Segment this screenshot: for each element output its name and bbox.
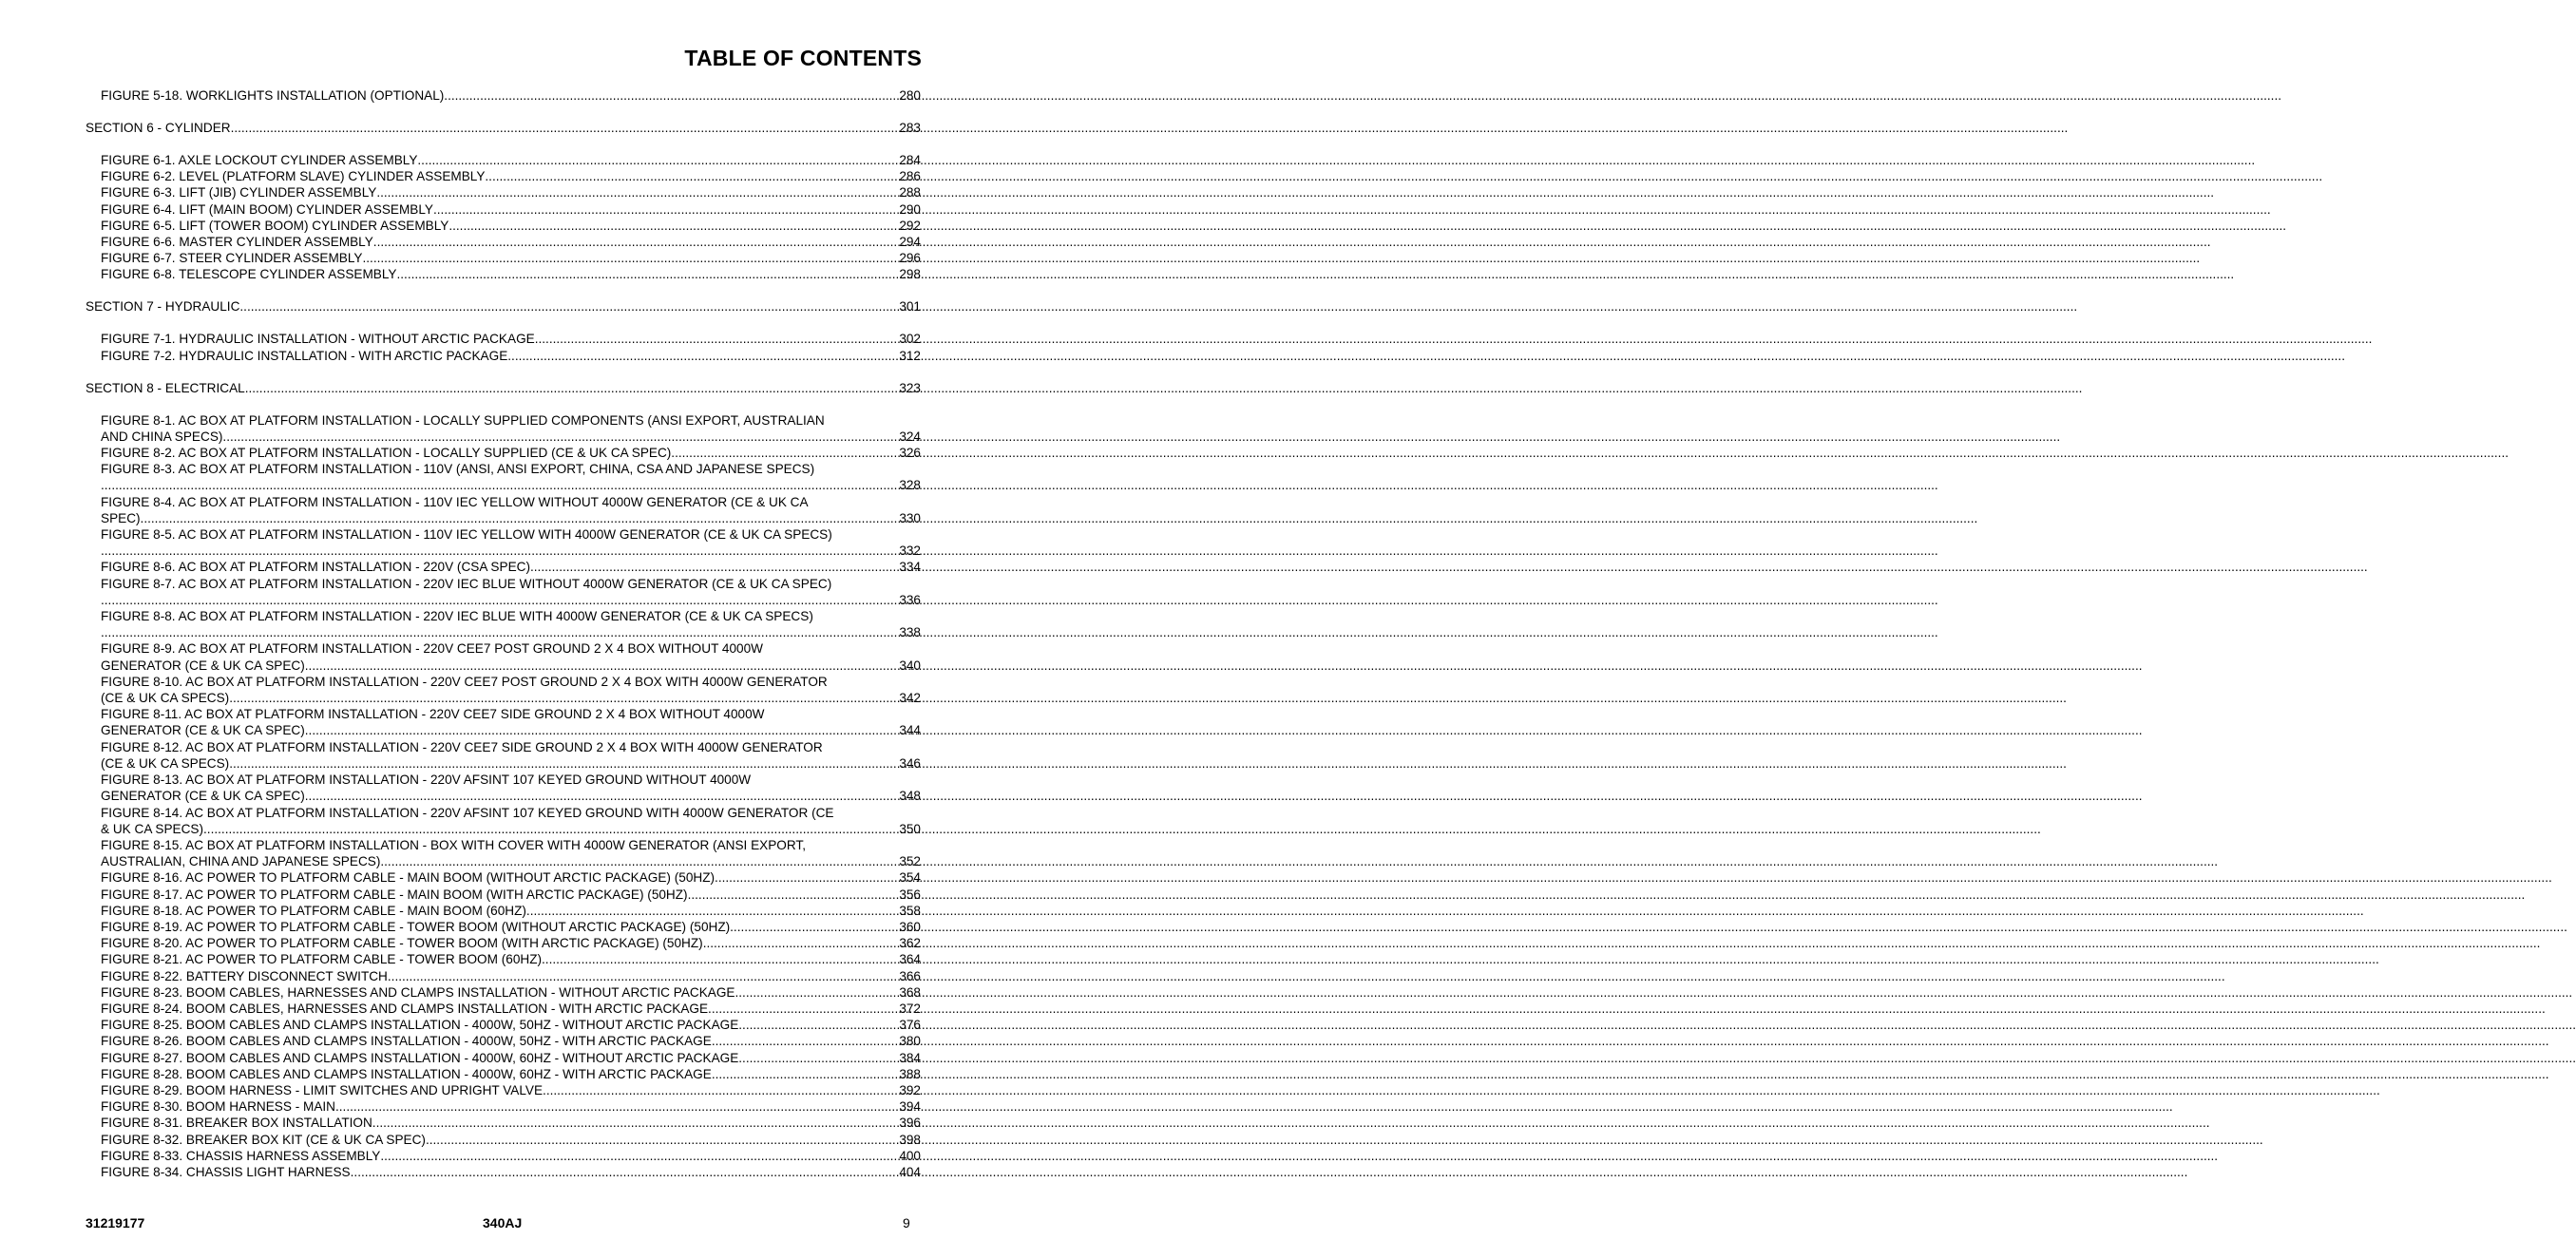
- toc-entry-title: GENERATOR (CE & UK CA SPEC): [101, 658, 305, 673]
- toc-entry-title: FIGURE 8-18. AC POWER TO PLATFORM CABLE - MAIN BOOM (60HZ): [101, 903, 526, 918]
- dot-leader: [376, 184, 898, 200]
- toc-figure-entry[interactable]: [101, 218, 921, 234]
- toc-gap: [0, 396, 973, 412]
- dot-leader: [444, 87, 898, 104]
- toc-entry-title: FIGURE 8-6. AC BOX AT PLATFORM INSTALLATION - 220V (CSA SPEC): [101, 560, 530, 575]
- toc-entry-title: (CE & UK CA SPECS): [101, 691, 230, 706]
- dot-leader: [738, 1017, 898, 1033]
- toc-entry-title: FIGURE 8-29. BOOM HARNESS - LIMIT SWITCHES AND UPRIGHT VALVE: [101, 1082, 544, 1097]
- toc-entry-title: FIGURE 8-33. CHASSIS HARNESS ASSEMBLY: [101, 1148, 381, 1163]
- dot-leader: [426, 1132, 898, 1148]
- dot-leader: [372, 1115, 899, 1131]
- toc-entry-title: FIGURE 8-27. BOOM CABLES AND CLAMPS INSTALLATION - 4000W, 60HZ - WITHOUT ARCTIC PACKAGE: [101, 1050, 739, 1065]
- toc-entry-page: 368: [899, 984, 921, 1000]
- dot-leader: [703, 935, 899, 951]
- dot-leader: [305, 658, 899, 674]
- dot-leader: [671, 445, 898, 461]
- toc-figure-entry[interactable]: [101, 266, 921, 282]
- toc-figure-entry[interactable]: [101, 559, 921, 575]
- toc-entry-page: 366: [899, 968, 921, 983]
- dot-leader: [141, 510, 899, 526]
- toc-figure-entry[interactable]: [101, 919, 921, 935]
- toc-entry-page: 392: [899, 1082, 921, 1097]
- toc-entry-page: 283: [899, 121, 921, 135]
- dot-leader: [239, 298, 898, 315]
- toc-entry-page: 280: [899, 88, 921, 103]
- toc-entry-page: 312: [899, 348, 921, 363]
- toc-entry-title: FIGURE 8-31. BREAKER BOX INSTALLATION: [101, 1116, 372, 1131]
- toc-entry-title: FIGURE 6-2. LEVEL (PLATFORM SLAVE) CYLINDER ASSEMBLY: [101, 169, 486, 184]
- toc-figure-entry[interactable]: [101, 805, 921, 837]
- toc-entry-title: (CE & UK CA SPECS): [101, 755, 230, 771]
- toc-entry-page: 324: [899, 429, 921, 444]
- dot-leader: [448, 218, 898, 234]
- dot-leader: [380, 1148, 898, 1164]
- toc-entry-page: 294: [899, 235, 921, 250]
- toc-figure-entry[interactable]: [101, 608, 921, 640]
- toc-entry-title: SECTION 6 - CYLINDER: [86, 121, 231, 135]
- toc-entry-title: AUSTRALIAN, CHINA AND JAPANESE SPECS): [101, 854, 381, 869]
- dot-leader: [708, 1001, 898, 1017]
- toc-entry-page: 356: [899, 887, 921, 902]
- toc-figure-entry[interactable]: [101, 1098, 921, 1115]
- toc-figure-entry[interactable]: [101, 412, 921, 445]
- toc-gap: [0, 315, 973, 332]
- toc-entry-page: 338: [899, 625, 921, 640]
- dot-leader: [543, 1082, 898, 1098]
- dot-leader: [388, 968, 898, 984]
- toc-gap: [0, 283, 973, 299]
- dot-leader: [229, 755, 898, 772]
- toc-entry-page: 384: [899, 1050, 921, 1065]
- toc-entry-title: FIGURE 8-24. BOOM CABLES, HARNESSES AND CLAMPS INSTALLATION - WITH ARCTIC PACKAGE: [101, 1001, 709, 1016]
- toc-entry-page: 332: [899, 544, 921, 559]
- toc-section-entry[interactable]: [86, 120, 921, 136]
- toc-figure-entry[interactable]: [101, 951, 921, 967]
- toc-figure-entry[interactable]: [101, 772, 921, 804]
- toc-figure-entry[interactable]: [101, 1082, 921, 1098]
- dot-leader: [712, 1033, 898, 1049]
- toc-entry-page: 328: [899, 478, 921, 493]
- toc-entry-page: 364: [899, 952, 921, 967]
- toc-figure-entry[interactable]: [101, 640, 921, 673]
- toc-entry-title-line1: FIGURE 8-1. AC BOX AT PLATFORM INSTALLATION - LOCALLY SUPPLIED COMPONENTS (ANSI EXPORT, AUSTRALIAN: [101, 412, 825, 428]
- toc-figure-entry[interactable]: [101, 152, 921, 168]
- toc-entry-page: 340: [899, 658, 921, 673]
- toc-entry-page: 358: [899, 903, 921, 918]
- toc-entry-title: FIGURE 7-1. HYDRAULIC INSTALLATION - WITHOUT ARCTIC PACKAGE: [101, 332, 535, 347]
- toc-figure-entry[interactable]: [101, 234, 921, 250]
- toc-entry-page: 326: [899, 446, 921, 461]
- dot-leader: [507, 348, 898, 364]
- toc-entry-page: 398: [899, 1132, 921, 1147]
- toc-figure-entry[interactable]: [101, 1001, 921, 1017]
- toc-entry-title-line1: FIGURE 8-8. AC BOX AT PLATFORM INSTALLATION - 220V IEC BLUE WITH 4000W GENERATOR (CE & UK CA SPECS): [101, 609, 813, 624]
- toc-figure-entry[interactable]: [101, 1066, 921, 1082]
- footer-model: 340AJ: [483, 1215, 523, 1230]
- toc-entry-page: 296: [899, 251, 921, 266]
- toc-figure-entry[interactable]: [101, 837, 921, 869]
- toc-entry-page: 284: [899, 153, 921, 167]
- toc-entry-page: 400: [899, 1148, 921, 1163]
- toc-entry-title: FIGURE 8-26. BOOM CABLES AND CLAMPS INSTALLATION - 4000W, 50HZ - WITH ARCTIC PACKAGE: [101, 1034, 712, 1049]
- page-title: TABLE OF CONTENTS: [684, 46, 922, 70]
- toc-entry-title: FIGURE 6-7. STEER CYLINDER ASSEMBLY: [101, 251, 363, 266]
- toc-section-entry[interactable]: [86, 298, 921, 315]
- toc-entry-page: 334: [899, 560, 921, 575]
- toc-entry-page: 350: [899, 821, 921, 836]
- toc-figure-entry[interactable]: [101, 674, 921, 706]
- toc-figure-entry[interactable]: [101, 331, 921, 347]
- toc-figure-entry[interactable]: [101, 1017, 921, 1033]
- toc-entry-page: 288: [899, 185, 921, 200]
- toc-entry-title: FIGURE 6-8. TELESCOPE CYLINDER ASSEMBLY: [101, 267, 397, 282]
- toc-figure-entry[interactable]: [101, 968, 921, 984]
- toc-entry-title: FIGURE 8-30. BOOM HARNESS - MAIN: [101, 1099, 335, 1115]
- dot-leader: [245, 380, 899, 396]
- toc-entry-page: 344: [899, 723, 921, 738]
- toc-entry-page: 323: [899, 380, 921, 395]
- toc-entry-page: 404: [899, 1164, 921, 1179]
- toc-entry-page: 394: [899, 1099, 921, 1115]
- toc-entry-page: 330: [899, 510, 921, 525]
- toc-entry-title: FIGURE 8-20. AC POWER TO PLATFORM CABLE - TOWER BOOM (WITH ARCTIC PACKAGE) (50HZ): [101, 936, 703, 951]
- toc-entry-page: 388: [899, 1066, 921, 1081]
- toc-entry-title: FIGURE 7-2. HYDRAULIC INSTALLATION - WITH ARCTIC PACKAGE: [101, 348, 508, 363]
- toc-figure-entry[interactable]: [101, 1164, 921, 1180]
- toc-figure-entry[interactable]: [101, 869, 921, 886]
- toc-entry-title: FIGURE 6-1. AXLE LOCKOUT CYLINDER ASSEMBLY: [101, 153, 418, 167]
- dot-leader: [362, 250, 898, 266]
- toc-entry-page: 346: [899, 755, 921, 771]
- toc-figure-entry[interactable]: [101, 984, 921, 1001]
- toc-entry-title: AND CHINA SPECS): [101, 429, 223, 444]
- dot-leader: [397, 266, 899, 282]
- dot-leader: [526, 903, 898, 919]
- toc-entry-title: FIGURE 8-23. BOOM CABLES, HARNESSES AND CLAMPS INSTALLATION - WITHOUT ARCTIC PACKAGE: [101, 984, 735, 1000]
- dot-leader: [542, 951, 898, 967]
- dot-leader: [335, 1098, 898, 1115]
- toc-entry-title: FIGURE 8-17. AC POWER TO PLATFORM CABLE - MAIN BOOM (WITH ARCTIC PACKAGE) (50HZ): [101, 887, 688, 902]
- toc-figure-entry[interactable]: [101, 739, 921, 772]
- dot-leader: [351, 1164, 899, 1180]
- dot-leader: [373, 234, 899, 250]
- toc-entry-page: 290: [899, 201, 921, 217]
- toc-entry-page: 348: [899, 789, 921, 804]
- toc-figure-entry[interactable]: [101, 526, 921, 559]
- dot-leader: [305, 788, 899, 804]
- dot-leader: [485, 168, 898, 184]
- toc-entry-title-line1: FIGURE 8-14. AC BOX AT PLATFORM INSTALLATION - 220V AFSINT 107 KEYED GROUND WITH 4000W GENERATOR (CE: [101, 805, 834, 820]
- dot-leader: [222, 429, 898, 445]
- toc-figure-entry[interactable]: [101, 348, 921, 364]
- toc-entry-page: 336: [899, 592, 921, 607]
- dot-leader: [101, 543, 898, 559]
- dot-leader: [688, 887, 899, 903]
- toc-figure-entry[interactable]: [101, 494, 921, 526]
- toc-entry-title-line1: FIGURE 8-4. AC BOX AT PLATFORM INSTALLATION - 110V IEC YELLOW WITHOUT 4000W GENERATOR (CE & UK CA: [101, 494, 809, 509]
- toc-entry-title: FIGURE 8-25. BOOM CABLES AND CLAMPS INSTALLATION - 4000W, 50HZ - WITHOUT ARCTIC PACKAGE: [101, 1018, 739, 1033]
- toc-entry-title-line1: FIGURE 8-13. AC BOX AT PLATFORM INSTALLATION - 220V AFSINT 107 KEYED GROUND WITHOUT 4000W: [101, 773, 752, 788]
- toc-entry-page: 360: [899, 919, 921, 934]
- toc-figure-entry[interactable]: [101, 887, 921, 903]
- toc-entry-page: 372: [899, 1001, 921, 1016]
- toc-entry-title: GENERATOR (CE & UK CA SPEC): [101, 789, 305, 804]
- toc-entry-page: 292: [899, 218, 921, 233]
- dot-leader: [535, 331, 899, 347]
- toc-entry-page: 286: [899, 169, 921, 184]
- toc-figure-entry[interactable]: [101, 201, 921, 218]
- toc-figure-entry[interactable]: [101, 87, 921, 104]
- dot-leader: [101, 624, 898, 640]
- footer-page-number: 9: [903, 1215, 910, 1230]
- dot-leader: [305, 722, 899, 738]
- toc-list: [0, 87, 973, 1180]
- toc-figure-entry[interactable]: [101, 250, 921, 266]
- footer-doc-number: 31219177: [86, 1215, 145, 1230]
- dot-leader: [101, 477, 898, 493]
- toc-figure-entry[interactable]: [101, 576, 921, 608]
- toc-entry-title: FIGURE 6-4. LIFT (MAIN BOOM) CYLINDER ASSEMBLY: [101, 201, 433, 217]
- toc-entry-title-line1: FIGURE 8-7. AC BOX AT PLATFORM INSTALLATION - 220V IEC BLUE WITHOUT 4000W GENERATOR (CE & UK CA SPEC): [101, 576, 832, 591]
- toc-figure-entry[interactable]: [101, 935, 921, 951]
- toc-section-entry[interactable]: [86, 380, 921, 396]
- toc-gap: [0, 364, 973, 380]
- dot-leader: [203, 821, 898, 837]
- dot-leader: [735, 984, 899, 1001]
- dot-leader: [730, 919, 898, 935]
- toc-figure-entry[interactable]: [101, 1148, 921, 1164]
- dot-leader: [101, 592, 898, 608]
- toc-entry-title: FIGURE 8-32. BREAKER BOX KIT (CE & UK CA SPEC): [101, 1132, 426, 1147]
- toc-entry-title-line1: FIGURE 8-9. AC BOX AT PLATFORM INSTALLATION - 220V CEE7 POST GROUND 2 X 4 BOX WITHOUT 4000W: [101, 641, 763, 657]
- toc-gap: [0, 136, 973, 152]
- toc-entry-title: & UK CA SPECS): [101, 821, 204, 836]
- toc-entry-title-line1: FIGURE 8-15. AC BOX AT PLATFORM INSTALLATION - BOX WITH COVER WITH 4000W GENERATOR (ANSI EXPORT,: [101, 837, 806, 852]
- toc-figure-entry[interactable]: [101, 1050, 921, 1066]
- dot-leader: [433, 201, 898, 218]
- dot-leader: [712, 1066, 898, 1082]
- toc-entry-title-line1: FIGURE 8-12. AC BOX AT PLATFORM INSTALLATION - 220V CEE7 SIDE GROUND 2 X 4 BOX WITH 4000W GENERATOR: [101, 739, 823, 754]
- toc-entry-title: FIGURE 8-21. AC POWER TO PLATFORM CABLE - TOWER BOOM (60HZ): [101, 952, 543, 967]
- toc-entry-title: FIGURE 8-19. AC POWER TO PLATFORM CABLE - TOWER BOOM (WITHOUT ARCTIC PACKAGE) (50HZ): [101, 919, 731, 934]
- toc-entry-title: FIGURE 6-6. MASTER CYLINDER ASSEMBLY: [101, 235, 373, 250]
- dot-leader: [417, 152, 898, 168]
- toc-entry-page: 362: [899, 936, 921, 951]
- toc-entry-title: GENERATOR (CE & UK CA SPEC): [101, 723, 305, 738]
- toc-entry-title: SECTION 7 - HYDRAULIC: [86, 299, 240, 315]
- toc-entry-page: 301: [899, 299, 921, 315]
- toc-entry-title-line1: FIGURE 8-11. AC BOX AT PLATFORM INSTALLATION - 220V CEE7 SIDE GROUND 2 X 4 BOX WITHOUT 4000W: [101, 707, 765, 722]
- toc-entry-page: 342: [899, 691, 921, 706]
- toc-entry-page: 298: [899, 267, 921, 282]
- toc-entry-page: 354: [899, 870, 921, 886]
- toc-entry-title: FIGURE 8-34. CHASSIS LIGHT HARNESS: [101, 1164, 351, 1179]
- toc-figure-entry[interactable]: [101, 184, 921, 200]
- toc-entry-title: FIGURE 8-22. BATTERY DISCONNECT SWITCH: [101, 968, 388, 983]
- dot-leader: [530, 559, 898, 575]
- toc-figure-entry[interactable]: [101, 168, 921, 184]
- toc-figure-entry[interactable]: [101, 903, 921, 919]
- toc-gap: [0, 104, 973, 120]
- toc-figure-entry[interactable]: [101, 706, 921, 738]
- toc-figure-entry[interactable]: [101, 1033, 921, 1049]
- toc-entry-title: SECTION 8 - ELECTRICAL: [86, 380, 245, 395]
- toc-entry-page: 302: [899, 332, 921, 347]
- toc-entry-title-line1: FIGURE 8-5. AC BOX AT PLATFORM INSTALLATION - 110V IEC YELLOW WITH 4000W GENERATOR (CE & UK CA SPECS): [101, 527, 832, 543]
- toc-entry-page: 396: [899, 1116, 921, 1131]
- toc-entry-page: 376: [899, 1018, 921, 1033]
- toc-entry-title: FIGURE 6-5. LIFT (TOWER BOOM) CYLINDER ASSEMBLY: [101, 218, 449, 233]
- toc-entry-title-line1: FIGURE 8-3. AC BOX AT PLATFORM INSTALLATION - 110V (ANSI, ANSI EXPORT, CHINA, CSA AND JAPANESE SPECS): [101, 462, 815, 477]
- toc-entry-title: FIGURE 6-3. LIFT (JIB) CYLINDER ASSEMBLY: [101, 185, 377, 200]
- dot-leader: [380, 853, 898, 869]
- toc-entry-title: FIGURE 8-28. BOOM CABLES AND CLAMPS INSTALLATION - 4000W, 60HZ - WITH ARCTIC PACKAGE: [101, 1066, 712, 1081]
- toc-entry-title: SPEC): [101, 510, 141, 525]
- toc-entry-title: FIGURE 8-2. AC BOX AT PLATFORM INSTALLATION - LOCALLY SUPPLIED (CE & UK CA SPEC): [101, 446, 672, 461]
- dot-leader: [715, 869, 898, 886]
- toc-entry-title: FIGURE 5-18. WORKLIGHTS INSTALLATION (OPTIONAL): [101, 88, 445, 103]
- toc-figure-entry[interactable]: [101, 1115, 921, 1131]
- toc-entry-title: FIGURE 8-16. AC POWER TO PLATFORM CABLE - MAIN BOOM (WITHOUT ARCTIC PACKAGE) (50HZ): [101, 870, 716, 886]
- toc-entry-page: 380: [899, 1034, 921, 1049]
- toc-figure-entry[interactable]: [101, 445, 921, 461]
- toc-figure-entry[interactable]: [101, 461, 921, 493]
- dot-leader: [231, 120, 899, 136]
- toc-figure-entry[interactable]: [101, 1132, 921, 1148]
- toc-entry-title-line1: FIGURE 8-10. AC BOX AT PLATFORM INSTALLATION - 220V CEE7 POST GROUND 2 X 4 BOX WITH 4000W GENERATOR: [101, 674, 828, 689]
- dot-leader: [229, 690, 898, 706]
- toc-entry-page: 352: [899, 854, 921, 869]
- dot-leader: [738, 1050, 898, 1066]
